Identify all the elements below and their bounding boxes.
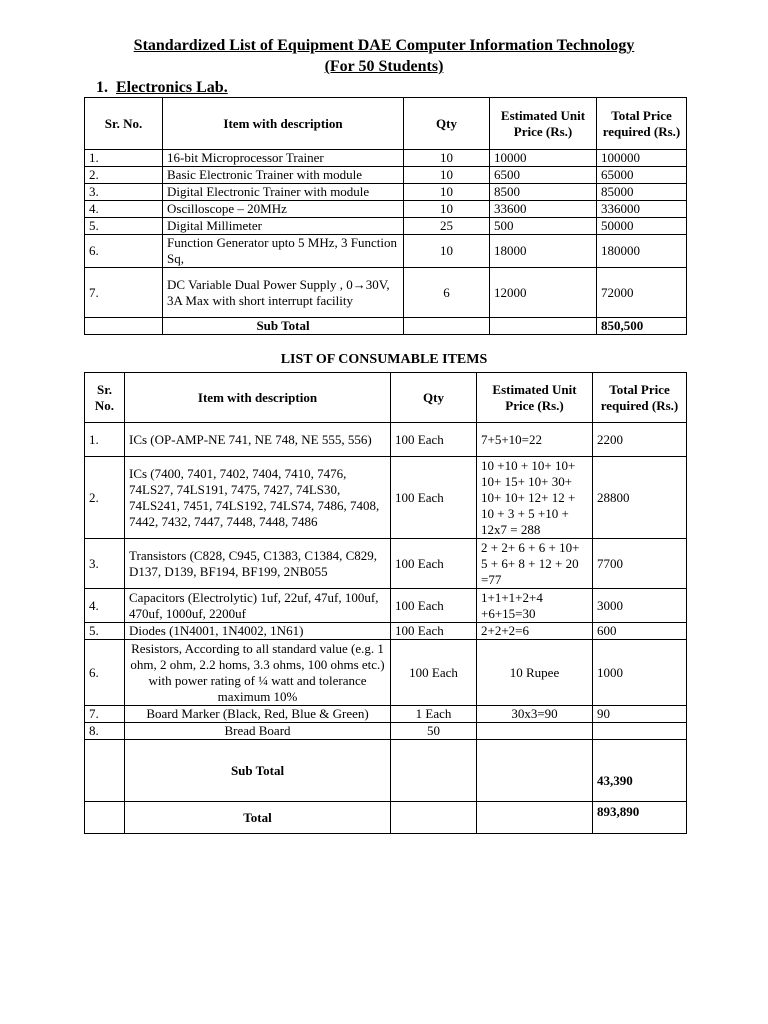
cell-unit-price: 33600 xyxy=(490,201,597,218)
cell-unit-price: 2+2+2=6 xyxy=(477,623,593,640)
cell-qty: 100 Each xyxy=(391,623,477,640)
cell-sr: 2. xyxy=(85,167,163,184)
header-total-price: Total Price required (Rs.) xyxy=(593,373,687,423)
cell-item: Basic Electronic Trainer with module xyxy=(163,167,404,184)
cell-qty: 100 Each xyxy=(391,640,477,706)
cell-item: ICs (7400, 7401, 7402, 7404, 7410, 7476, 74LS27, 74LS191, 7475, 7427, 74LS30, 74LS241, 7451, 74LS192, 74LS74, 7486, 7408, 7442, 7432, 7447, 7448, 7448, 7486 xyxy=(125,457,391,539)
cell-item: ICs (OP-AMP-NE 741, NE 748, NE 555, 556) xyxy=(125,423,391,457)
cell-sr: 1. xyxy=(85,423,125,457)
cell-qty: 50 xyxy=(391,723,477,740)
cell-item: Board Marker (Black, Red, Blue & Green) xyxy=(125,706,391,723)
cell-unit-price: 1+1+1+2+4 +6+15=30 xyxy=(477,589,593,623)
cell-total: 600 xyxy=(593,623,687,640)
section-title: Electronics Lab. xyxy=(116,79,228,96)
table-row xyxy=(85,150,687,167)
subtotal-row xyxy=(85,318,687,335)
consumables-table xyxy=(84,372,687,834)
cell-qty: 100 Each xyxy=(391,423,477,457)
cell-qty: 10 xyxy=(404,184,490,201)
table-row xyxy=(85,423,687,457)
table-row xyxy=(85,623,687,640)
table-header-row xyxy=(85,373,687,423)
cell-unit-price: 2 + 2+ 6 + 6 + 10+ 5 + 6+ 8 + 12 + 20 =77 xyxy=(477,539,593,589)
section-number: 1. xyxy=(96,79,108,96)
document-subtitle: (For 50 Students) xyxy=(324,58,444,75)
cell-item: DC Variable Dual Power Supply , 0→30V, 3A Max with short interrupt facility xyxy=(163,268,404,318)
cell-item: Function Generator upto 5 MHz, 3 Function Sq, xyxy=(163,235,404,268)
cell-qty: 10 xyxy=(404,150,490,167)
cell-total: 3000 xyxy=(593,589,687,623)
table-header-row xyxy=(85,98,687,150)
cell-sr: 7. xyxy=(85,706,125,723)
cell-unit-price: 7+5+10=22 xyxy=(477,423,593,457)
cell-item: Bread Board xyxy=(125,723,391,740)
table-row xyxy=(85,201,687,218)
cell-qty: 10 xyxy=(404,167,490,184)
cell-sr: 6. xyxy=(85,640,125,706)
section-heading xyxy=(96,78,228,98)
cell-sr: 5. xyxy=(85,623,125,640)
table-row xyxy=(85,640,687,706)
document-title: Standardized List of Equipment DAE Computer Information Technology xyxy=(133,37,635,54)
cell-total: 72000 xyxy=(597,268,687,318)
cell-unit-price: 30x3=90 xyxy=(477,706,593,723)
cell-sr: 2. xyxy=(85,457,125,539)
cell-unit-price: 10000 xyxy=(490,150,597,167)
cell-qty: 100 Each xyxy=(391,457,477,539)
total-row xyxy=(85,802,687,834)
cell-sr: 6. xyxy=(85,235,163,268)
cell-qty: 1 Each xyxy=(391,706,477,723)
consumables-heading: LIST OF CONSUMABLE ITEMS xyxy=(280,352,488,367)
cell-qty: 10 xyxy=(404,201,490,218)
subtotal-label: Sub Total xyxy=(125,740,391,802)
table-row xyxy=(85,184,687,201)
cell-total: 7700 xyxy=(593,539,687,589)
table-row xyxy=(85,268,687,318)
cell-item: Diodes (1N4001, 1N4002, 1N61) xyxy=(125,623,391,640)
header-item: Item with description xyxy=(163,98,404,150)
cell-item: Digital Electronic Trainer with module xyxy=(163,184,404,201)
cell-qty: 100 Each xyxy=(391,589,477,623)
cell-sr: 4. xyxy=(85,201,163,218)
cell-unit-price xyxy=(477,723,593,740)
cell-sr: 8. xyxy=(85,723,125,740)
header-sr: Sr. No. xyxy=(85,373,125,423)
cell-total xyxy=(593,723,687,740)
table-row xyxy=(85,723,687,740)
subtotal-value: 850,500 xyxy=(597,318,687,335)
cell-total: 65000 xyxy=(597,167,687,184)
cell-item: Digital Millimeter xyxy=(163,218,404,235)
cell-total: 85000 xyxy=(597,184,687,201)
subtotal-row xyxy=(85,740,687,802)
header-unit-price: Estimated Unit Price (Rs.) xyxy=(477,373,593,423)
table-row xyxy=(85,539,687,589)
cell-unit-price: 18000 xyxy=(490,235,597,268)
cell-qty: 25 xyxy=(404,218,490,235)
cell-unit-price: 10 +10 + 10+ 10+ 10+ 15+ 10+ 30+ 10+ 10+ 12+ 12 + 10 + 3 + 5 +10 + 12x7 = 288 xyxy=(477,457,593,539)
table-row xyxy=(85,706,687,723)
header-sr: Sr. No. xyxy=(85,98,163,150)
header-unit-price: Estimated Unit Price (Rs.) xyxy=(490,98,597,150)
cell-item: Resistors, According to all standard value (e.g. 1 ohm, 2 ohm, 2.2 homs, 3.3 ohms, 100 ohms etc.) with power rating of ¼ watt and tolerance maximum 10% xyxy=(125,640,391,706)
table-row xyxy=(85,457,687,539)
header-qty: Qty xyxy=(404,98,490,150)
cell-sr: 3. xyxy=(85,184,163,201)
cell-sr: 1. xyxy=(85,150,163,167)
cell-item: Oscilloscope – 20MHz xyxy=(163,201,404,218)
header-qty: Qty xyxy=(391,373,477,423)
cell-sr: 4. xyxy=(85,589,125,623)
cell-sr: 3. xyxy=(85,539,125,589)
cell-sr: 5. xyxy=(85,218,163,235)
table-row xyxy=(85,589,687,623)
subtotal-value: 43,390 xyxy=(593,740,687,802)
table-row xyxy=(85,218,687,235)
total-label: Total xyxy=(125,802,391,834)
cell-unit-price: 10 Rupee xyxy=(477,640,593,706)
cell-total: 336000 xyxy=(597,201,687,218)
cell-qty: 10 xyxy=(404,235,490,268)
cell-qty: 6 xyxy=(404,268,490,318)
cell-total: 28800 xyxy=(593,457,687,539)
cell-unit-price: 6500 xyxy=(490,167,597,184)
header-total-price: Total Price required (Rs.) xyxy=(597,98,687,150)
table-row xyxy=(85,167,687,184)
cell-unit-price: 500 xyxy=(490,218,597,235)
cell-item: 16-bit Microprocessor Trainer xyxy=(163,150,404,167)
cell-unit-price: 8500 xyxy=(490,184,597,201)
cell-total: 2200 xyxy=(593,423,687,457)
cell-total: 50000 xyxy=(597,218,687,235)
table-row xyxy=(85,235,687,268)
cell-item: Capacitors (Electrolytic) 1uf, 22uf, 47uf, 100uf, 470uf, 1000uf, 2200uf xyxy=(125,589,391,623)
cell-total: 180000 xyxy=(597,235,687,268)
cell-total: 1000 xyxy=(593,640,687,706)
cell-total: 90 xyxy=(593,706,687,723)
cell-total: 100000 xyxy=(597,150,687,167)
cell-unit-price: 12000 xyxy=(490,268,597,318)
subtotal-label: Sub Total xyxy=(163,318,404,335)
cell-item: Transistors (C828, C945, C1383, C1384, C829, D137, D139, BF194, BF199, 2NB055 xyxy=(125,539,391,589)
cell-sr: 7. xyxy=(85,268,163,318)
header-item: Item with description xyxy=(125,373,391,423)
cell-qty: 100 Each xyxy=(391,539,477,589)
total-value: 893,890 xyxy=(593,802,687,834)
equipment-table xyxy=(84,97,687,335)
